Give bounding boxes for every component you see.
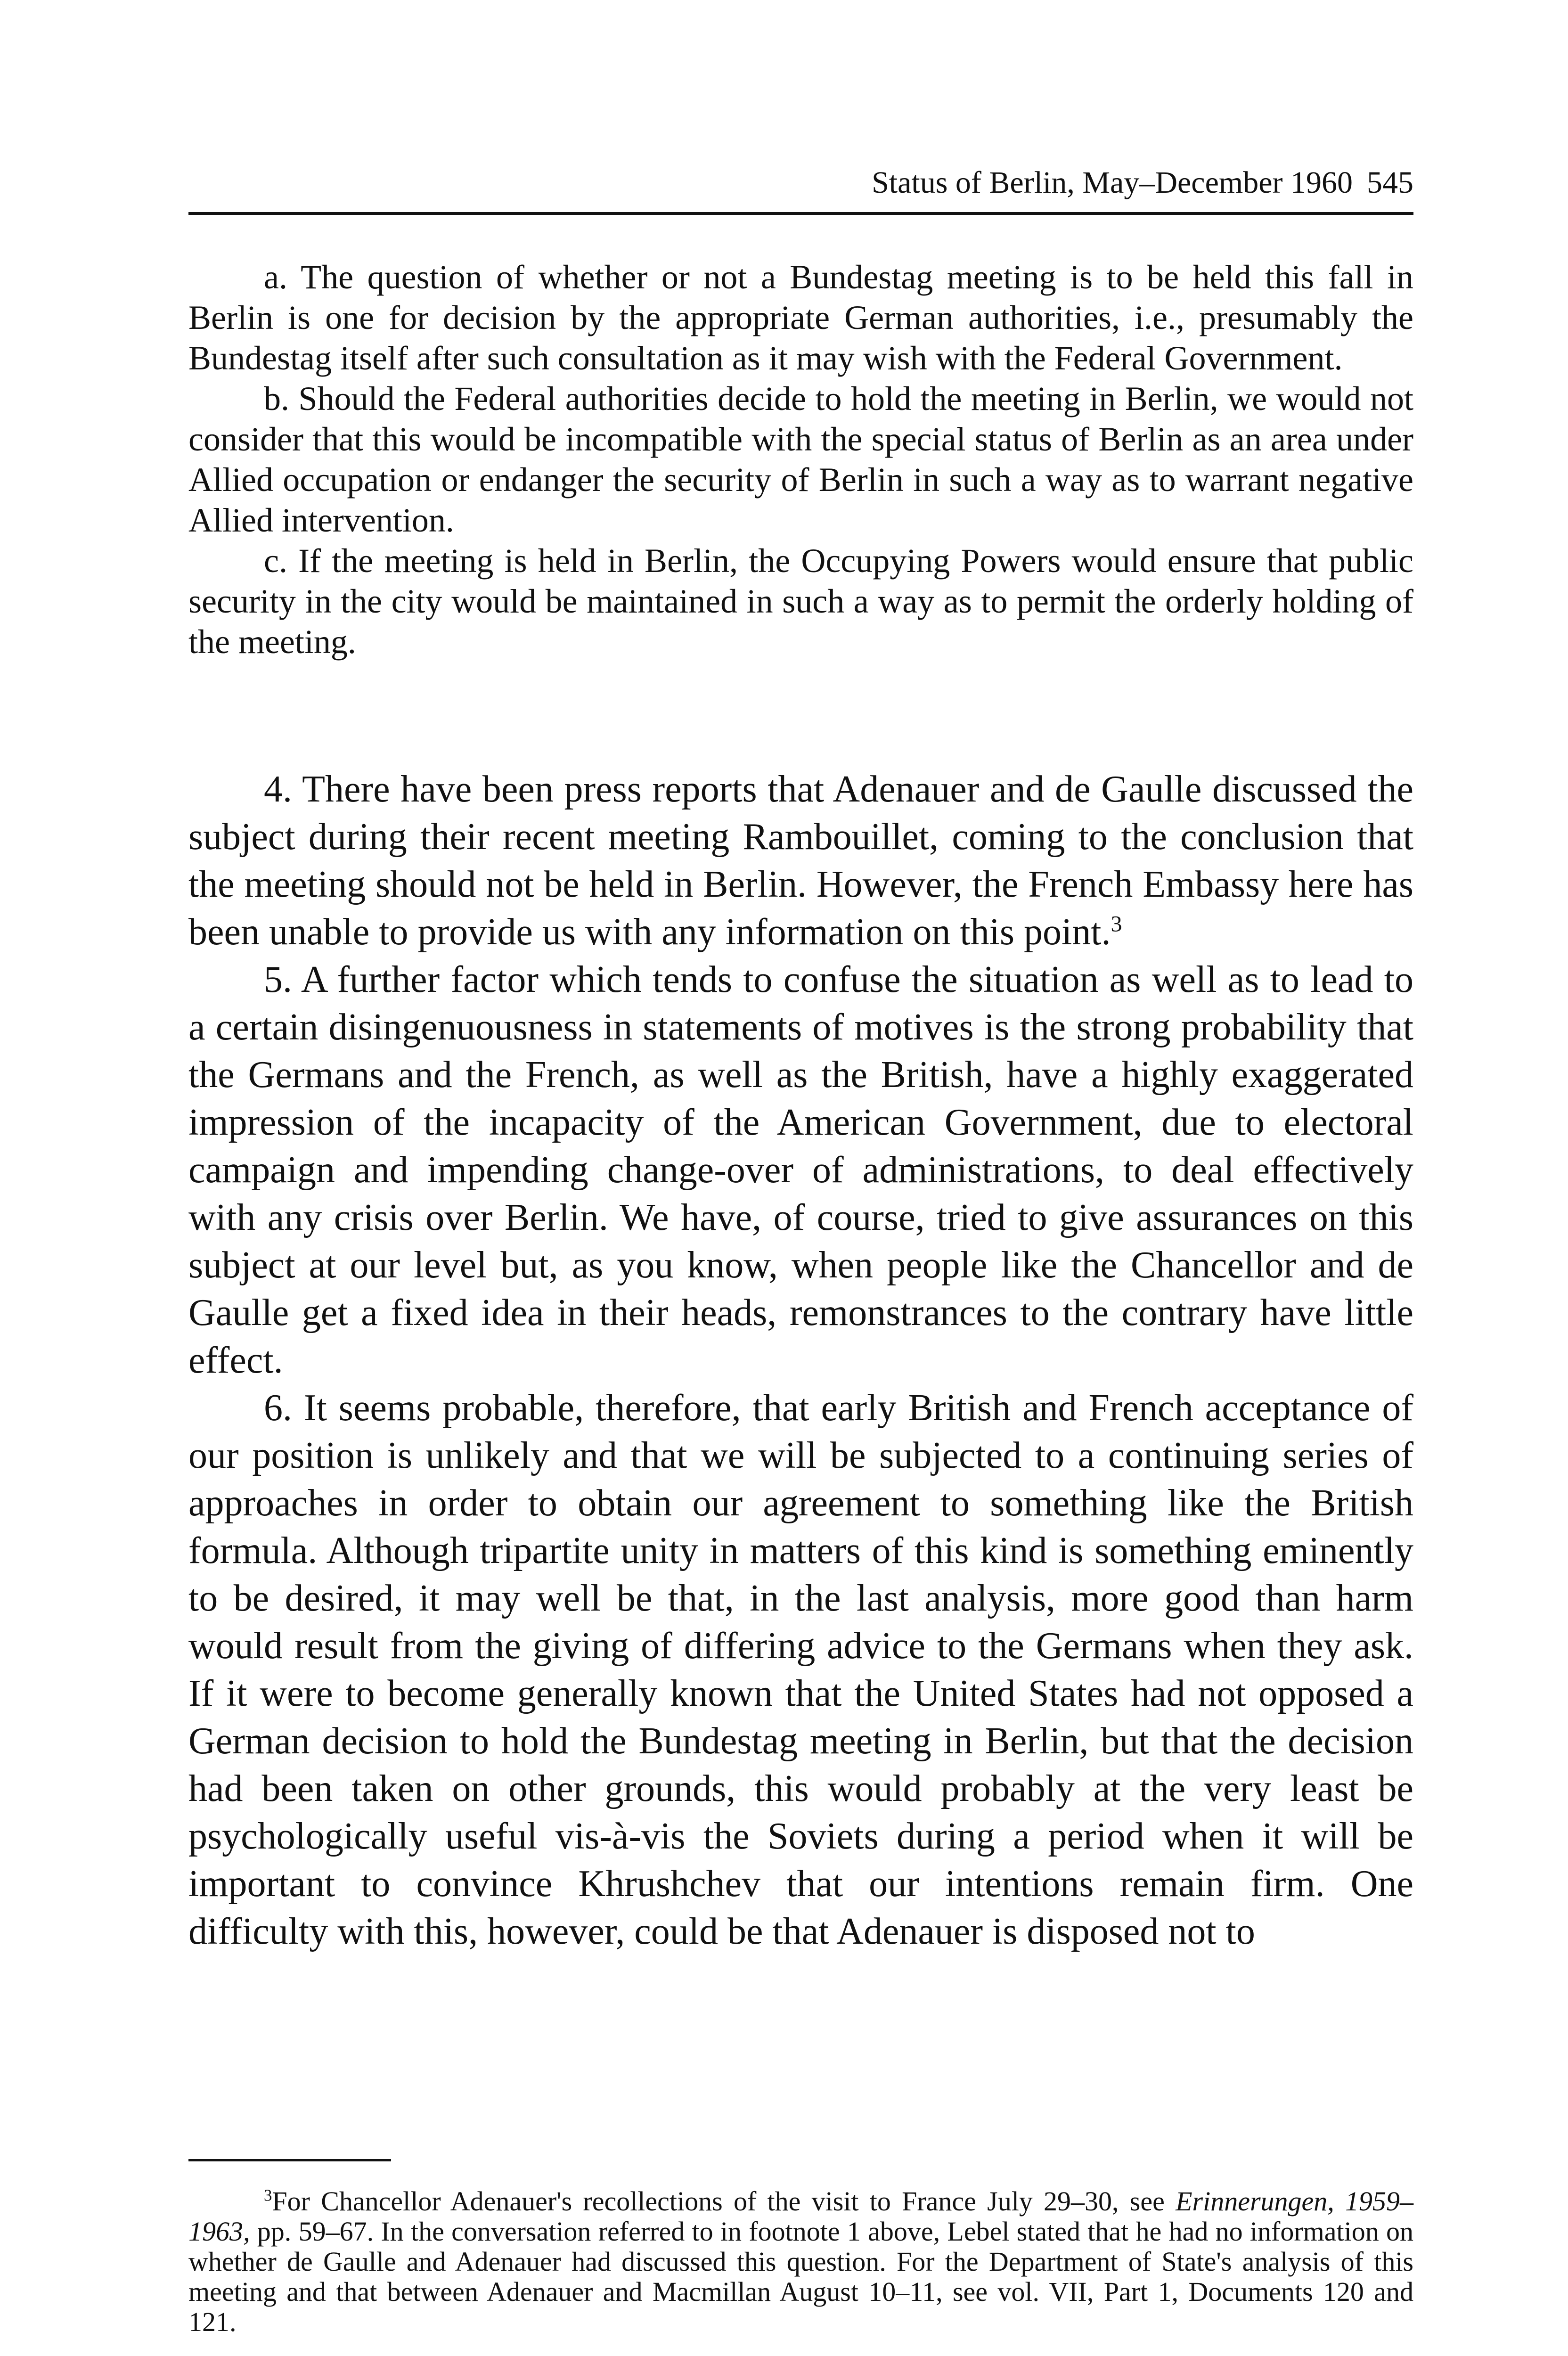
numbered-points-block <box>188 257 1413 662</box>
paragraph-4 <box>188 766 1413 956</box>
running-head-title: Status of Berlin, May–December 1960 <box>872 165 1353 200</box>
main-text-block <box>188 766 1413 1955</box>
page-number: 545 <box>1367 165 1413 200</box>
paragraph-c: c. If the meeting is held in Berlin, the Occupying Powers would ensure that public security in the city would be maintained in such a way as to permit the orderly holding of the meeting. <box>188 542 1413 661</box>
paragraph-4-text: 4. There have been press reports that Adenauer and de Gaulle discussed the subject during their recent meeting Rambouillet, coming to the conclusion that the meeting should not be held in Berlin. However, the French Embassy here has been unable to provide us with any information on this point. <box>188 769 1413 953</box>
footnote-rule <box>188 2159 391 2161</box>
footnote-text-1: For Chancellor Adenauer's recollections of the visit to France July 29–30, see <box>272 2186 1176 2217</box>
paragraph-6: 6. It seems probable, therefore, that early British and French acceptance of our position is unlikely and that we will be subjected to a continuing series of approaches in order to obtain our agreement to something like the British formula. Although tripartite unity in matters of this kind is something eminently to be desired, it may well be that, in the last analysis, more good than harm would result from the giving of differing advice to the Germans when they ask. If it were to become generally known that the United States had not opposed a German decision to hold the Bundestag meeting in Berlin, but that the decision had been taken on other grounds, this would probably at the very least be psychologically useful vis-à-vis the Soviets during a period when it will be important to convince Khrushchev that our intentions remain firm. One difficulty with this, however, could be that Adenauer is disposed not to <box>188 1387 1413 1952</box>
header-rule <box>188 212 1413 215</box>
footnote-3 <box>188 2186 1413 2337</box>
running-head <box>872 164 1413 202</box>
paragraph-a: a. The question of whether or not a Bundestag meeting is to be held this fall in Berlin is one for decision by the appropriate German authorities, i.e., presumably the Bundestag itself after such consultation as it may wish with the Federal Government. <box>188 258 1413 377</box>
footnote-book-title: Erinnerungen, 1959–1963, <box>188 2186 1414 2247</box>
paragraph-5: 5. A further factor which tends to confuse the situation as well as to lead to a certain disingenuousness in statements of motives is the strong probability that the Germans and the French, as well as the British, have a highly exaggerated impression of the incapacity of the American Government, due to electoral campaign and impending change-over of administrations, to deal effectively with any crisis over Berlin. We have, of course, tried to give assurances on this subject at our level but, as you know, when people like the Chancellor and de Gaulle get a fixed idea in their heads, remonstrances to the contrary have little effect. <box>188 959 1413 1381</box>
paragraph-b: b. Should the Federal authorities decide to hold the meeting in Berlin, we would not consider that this would be incompatible with the special status of Berlin as an area under Allied occupation or endanger the security of Berlin in such a way as to warrant negative Allied intervention. <box>188 380 1413 539</box>
footnote <box>188 2186 1413 2337</box>
footnote-reference: 3 <box>1111 911 1122 937</box>
document-page <box>188 0 1413 2356</box>
footnote-text-2: pp. 59–67. In the conversation referred to in footnote 1 above, Lebel stated that he had no information on whether de Gaulle and Adenauer had discussed this question. For the Department of State's analysis of this meeting and that between Adenauer and Macmillan August 10–11, see vol. VII, Part 1, Documents 120 and 121. <box>188 2216 1413 2337</box>
footnote-number: 3 <box>264 2186 272 2205</box>
